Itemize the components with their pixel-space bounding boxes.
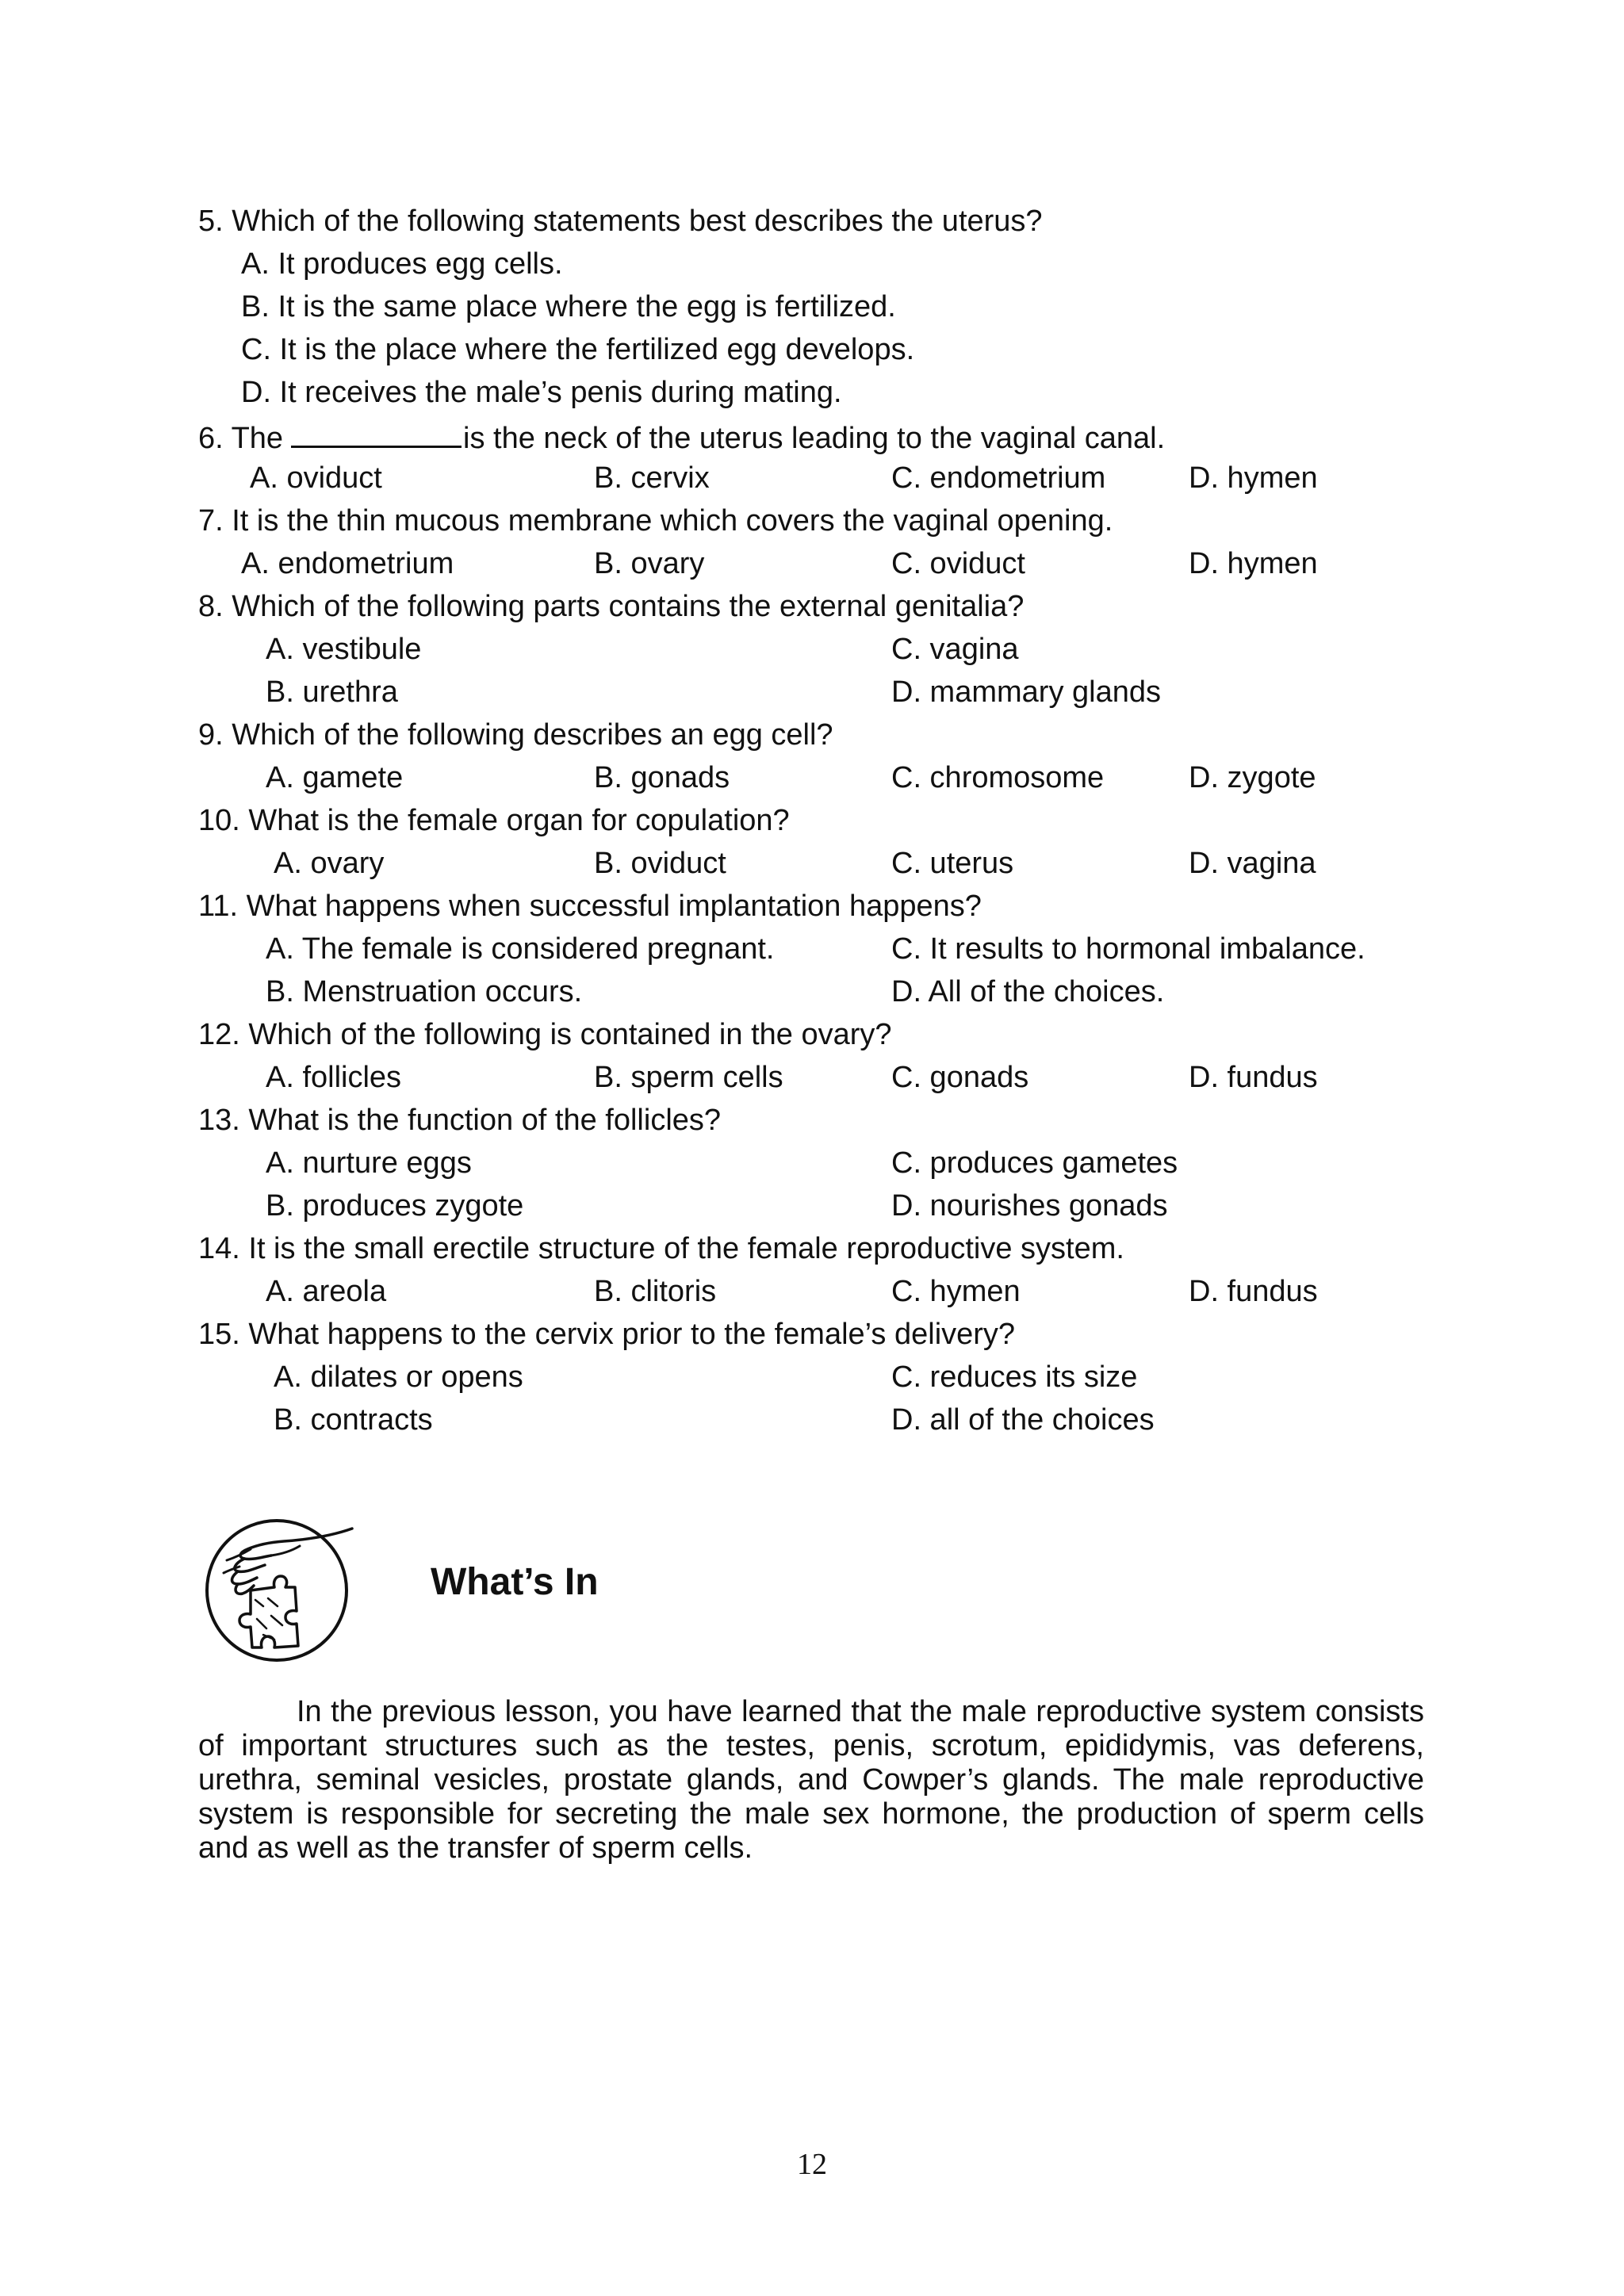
- paragraph-text: In the previous lesson, you have learned that the male reproductive system consists of important structures such as the testes, penis, scrotum, epididymis, vas deferens, urethra, seminal vesicles, prostate glands, and Cowper’s glands. The male reproductive system is responsible for secreting the male sex hormone, the production of sperm cells and as well as the transfer of sperm cells.: [198, 1695, 1424, 1865]
- question-12-option-b: B. sperm cells: [594, 1061, 783, 1094]
- question-5-option-a: A. It produces egg cells.: [241, 247, 563, 281]
- question-14-option-d: D. fundus: [1189, 1275, 1318, 1308]
- question-11-option-b: B. Menstruation occurs.: [266, 975, 583, 1008]
- question-9-option-d: D. zygote: [1189, 761, 1316, 794]
- question-15-option-b: B. contracts: [274, 1403, 433, 1437]
- question-5-option-c: C. It is the place where the fertilized egg develops.: [241, 333, 915, 366]
- question-6-option-d: D. hymen: [1189, 461, 1318, 495]
- question-9-option-b: B. gonads: [594, 761, 730, 794]
- question-6-stem-end: is the neck of the uterus leading to the vaginal canal.: [463, 422, 1166, 455]
- question-12-option-d: D. fundus: [1189, 1061, 1318, 1094]
- question-15-option-c: C. reduces its size: [891, 1360, 1138, 1394]
- question-13-option-d: D. nourishes gonads: [891, 1189, 1168, 1223]
- question-6-option-a: A. oviduct: [250, 461, 382, 495]
- question-10-option-c: C. uterus: [891, 847, 1014, 880]
- question-14-option-b: B. clitoris: [594, 1275, 717, 1308]
- question-15-option-a: A. dilates or opens: [274, 1360, 523, 1394]
- question-12-option-c: C. gonads: [891, 1061, 1029, 1094]
- question-9-option-a: A. gamete: [266, 761, 404, 794]
- question-13-option-c: C. produces gametes: [891, 1146, 1178, 1180]
- question-13-option-b: B. produces zygote: [266, 1189, 524, 1223]
- question-7-option-d: D. hymen: [1189, 547, 1318, 580]
- question-7-option-c: C. oviduct: [891, 547, 1025, 580]
- question-15-option-d: D. all of the choices: [891, 1403, 1155, 1437]
- question-14-option-c: C. hymen: [891, 1275, 1021, 1308]
- question-5-option-d: D. It receives the male’s penis during mating.: [241, 376, 842, 409]
- fill-in-blank: [291, 417, 462, 448]
- hand-holding-puzzle-piece-icon: [195, 1505, 358, 1668]
- question-8-option-b: B. urethra: [266, 675, 398, 709]
- question-12-option-a: A. follicles: [266, 1061, 402, 1094]
- question-15-stem: 15. What happens to the cervix prior to the female’s delivery?: [198, 1318, 1016, 1351]
- question-7-stem: 7. It is the thin mucous membrane which covers the vaginal opening.: [198, 504, 1113, 538]
- question-7-option-b: B. ovary: [594, 547, 705, 580]
- question-10-option-a: A. ovary: [274, 847, 385, 880]
- question-14-option-a: A. areola: [266, 1275, 387, 1308]
- question-6-stem: [198, 417, 1165, 457]
- question-5-option-b: B. It is the same place where the egg is fertilized.: [241, 290, 896, 323]
- question-9-stem: 9. Which of the following describes an egg cell?: [198, 718, 833, 752]
- question-12-stem: 12. Which of the following is contained in the ovary?: [198, 1018, 892, 1051]
- question-11-stem: 11. What happens when successful implantation happens?: [198, 890, 982, 923]
- page-number: 12: [797, 2148, 827, 2181]
- question-6-stem-start: 6. The: [198, 422, 284, 455]
- question-7-option-a: A. endometrium: [241, 547, 454, 580]
- question-8-stem: 8. Which of the following parts contains the external genitalia?: [198, 590, 1025, 623]
- question-8-option-a: A. vestibule: [266, 633, 422, 666]
- question-10-stem: 10. What is the female organ for copulation?: [198, 804, 790, 837]
- question-8-option-d: D. mammary glands: [891, 675, 1161, 709]
- question-6-option-c: C. endometrium: [891, 461, 1106, 495]
- question-13-stem: 13. What is the function of the follicles?: [198, 1104, 722, 1137]
- question-6-option-b: B. cervix: [594, 461, 710, 495]
- section-paragraph: [198, 1695, 1424, 1866]
- question-10-option-d: D. vagina: [1189, 847, 1316, 880]
- question-11-option-a: A. The female is considered pregnant.: [266, 932, 775, 966]
- question-11-option-c: C. It results to hormonal imbalance.: [891, 932, 1365, 966]
- question-13-option-a: A. nurture eggs: [266, 1146, 472, 1180]
- question-5-stem: 5. Which of the following statements best describes the uterus?: [198, 205, 1043, 238]
- section-title: What’s In: [431, 1561, 599, 1603]
- question-8-option-c: C. vagina: [891, 633, 1019, 666]
- question-9-option-c: C. chromosome: [891, 761, 1105, 794]
- question-10-option-b: B. oviduct: [594, 847, 726, 880]
- question-14-stem: 14. It is the small erectile structure of the female reproductive system.: [198, 1232, 1124, 1265]
- question-11-option-d: D. All of the choices.: [891, 975, 1165, 1008]
